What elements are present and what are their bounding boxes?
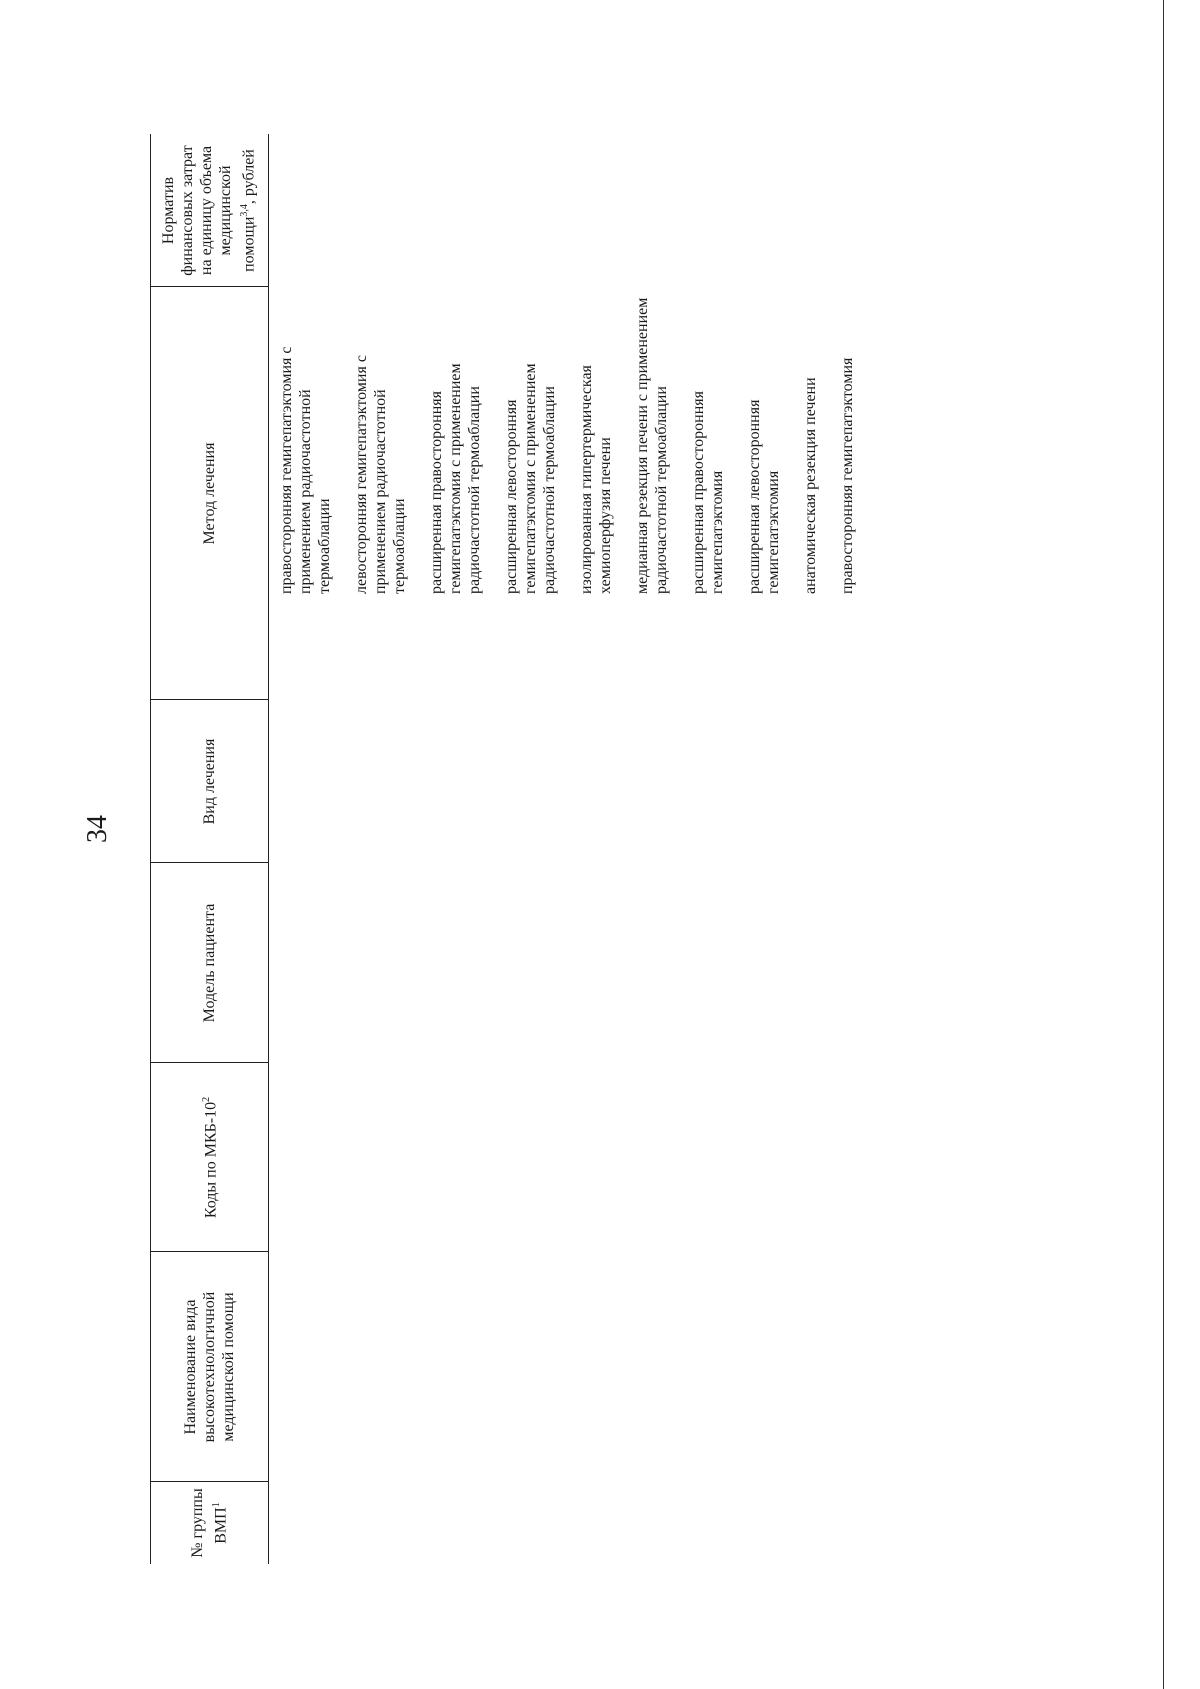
method-list: [277, 294, 875, 594]
method-item: расширенная левосторонняя гемигепатэктомия: [746, 399, 782, 594]
method-item: расширенная правосторонняя гемигепатэктомия: [690, 390, 726, 594]
header-type-name: [150, 1252, 268, 1482]
page-number: 34: [82, 815, 113, 843]
header-method: [150, 287, 268, 700]
header-icd-codes: [150, 1063, 268, 1252]
header-group-no: [150, 1482, 268, 1564]
header-treatment-type-text: Вид лечения: [200, 738, 218, 825]
header-cost-norm-unit: , рублей: [240, 149, 258, 205]
footnote-marker: 1: [210, 1502, 222, 1508]
method-item: правосторонняя гемигепатэктомия с применением радиочастотной термоаблации: [278, 346, 333, 594]
header-patient-model: [150, 863, 268, 1063]
header-treatment-type: [150, 700, 268, 863]
header-method-text: Метод лечения: [200, 442, 218, 545]
table-header-bottom-border: [268, 134, 269, 1564]
footnote-marker: 3,4: [239, 204, 251, 217]
header-patient-model-text: Модель пациента: [200, 903, 218, 1023]
page-edge-rule: [1163, 0, 1164, 1689]
method-item: анатомическая резекция печени: [802, 377, 819, 594]
header-type-name-text: Наименование вида высокотехнологичной медицинской помощи: [181, 1291, 237, 1443]
method-item: расширенная левосторонняя гемигепатэктомия с применением радиочастотной термоаблации: [503, 363, 558, 594]
method-item: левосторонняя гемигепатэктомия с применением радиочастотной термоаблации: [353, 355, 408, 594]
header-cost-norm-text: Норматив финансовых затрат на единицу объема медицинской помощи: [160, 145, 258, 276]
method-item: расширенная правосторонняя гемигепатэктомия с применением радиочастотной термоаблации: [428, 363, 483, 594]
header-icd-codes-text: Коды по МКБ-10: [202, 1101, 220, 1219]
header-group-no-text: № группы ВМП: [188, 1488, 230, 1558]
header-cost-norm: [150, 134, 268, 287]
method-item: медианная резекция печени с применением радиочастотной термоаблации: [634, 297, 670, 594]
method-item: правосторонняя гемигепатэктомия: [839, 357, 856, 594]
method-item: изолированная гипертермическая хемиоперфузия печени: [578, 365, 614, 594]
footnote-marker: 2: [201, 1096, 213, 1102]
